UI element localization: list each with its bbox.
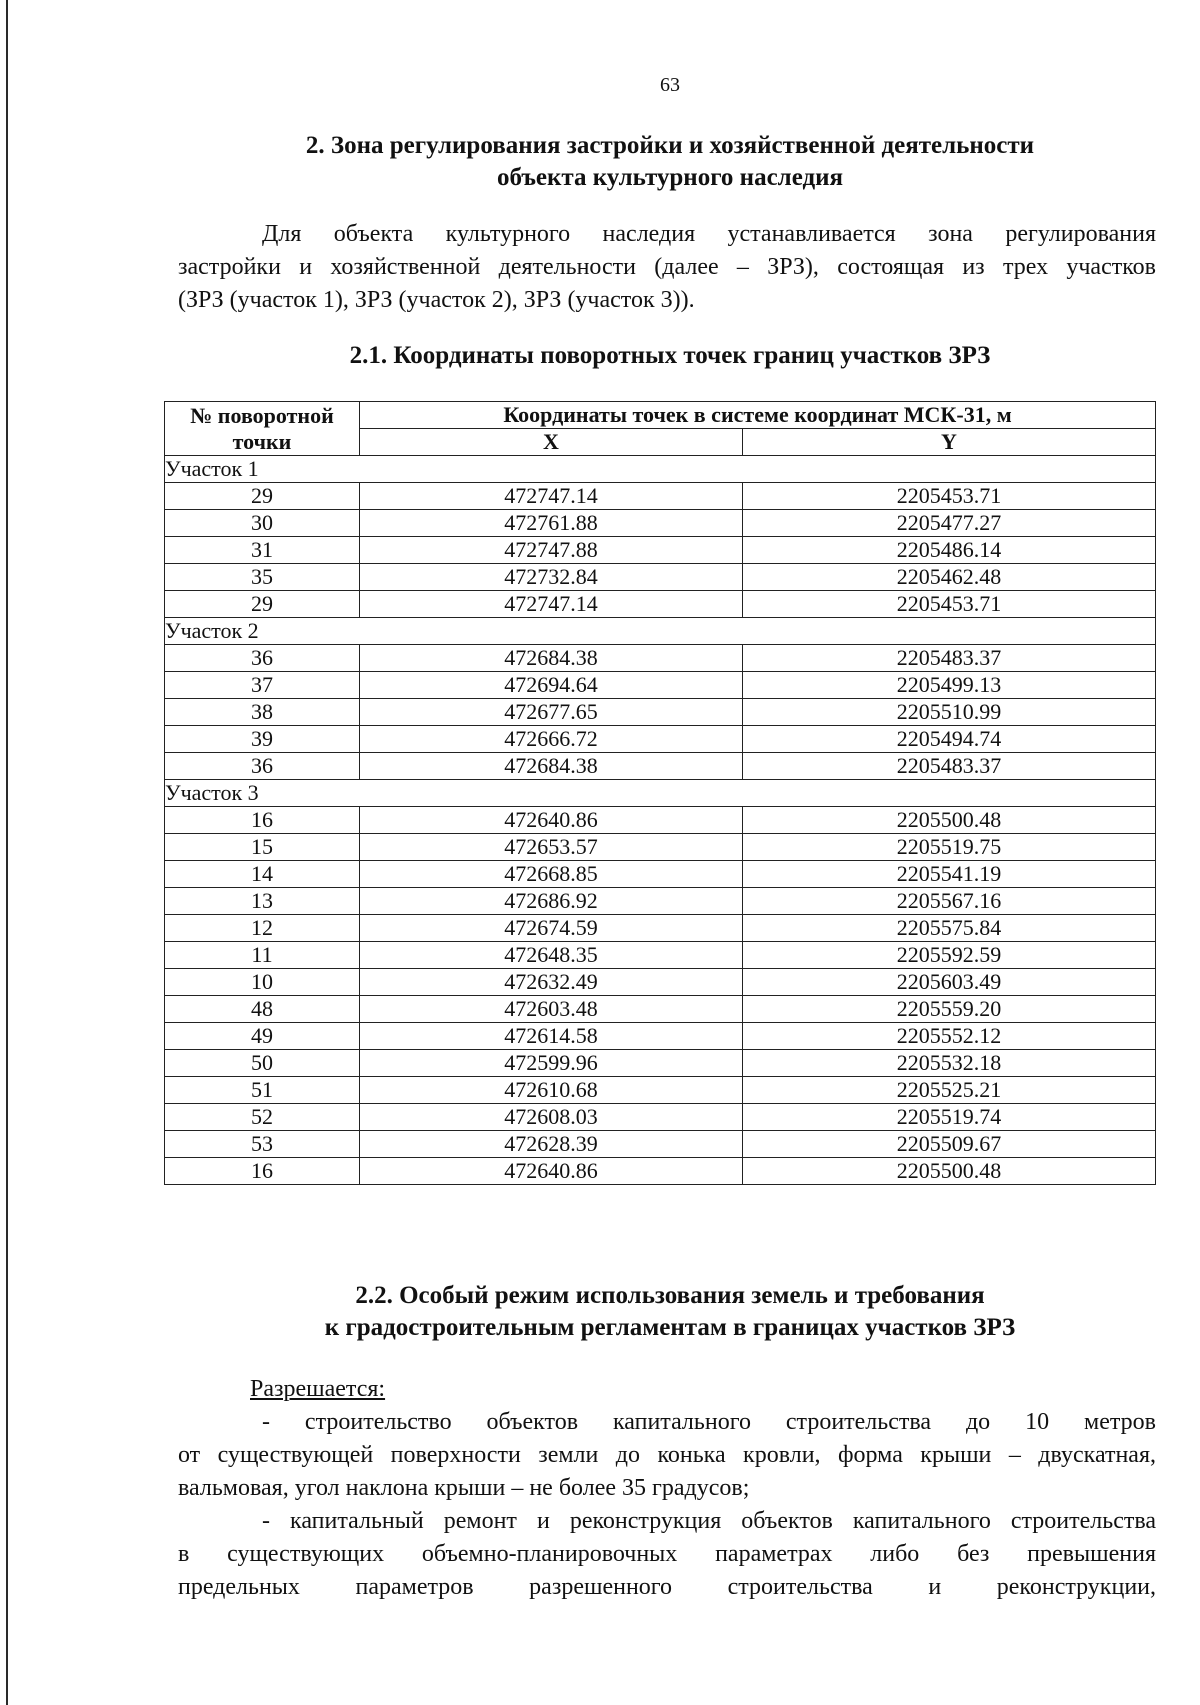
item1-line3: вальмовая, угол наклона крыши – не более 35 градусов; — [178, 1475, 750, 1501]
table-row — [165, 1131, 1156, 1158]
item1-line1: - строительство объектов капитального строительства до 10 метров — [262, 1409, 1156, 1435]
coordinates-table — [164, 401, 1156, 1185]
y-coordinate-cell: 2205453.71 — [743, 483, 1156, 510]
y-coordinate-cell: 2205567.16 — [743, 888, 1156, 915]
header-point-number-line2: точки — [232, 428, 292, 454]
point-number-cell: 29 — [165, 591, 360, 618]
y-coordinate-cell: 2205453.71 — [743, 591, 1156, 618]
intro-line3: (ЗРЗ (участок 1), ЗРЗ (участок 2), ЗРЗ (участок 3)). — [178, 287, 695, 313]
item2-line1: - капитальный ремонт и реконструкция объектов капитального строительства — [262, 1508, 1156, 1534]
table-row — [165, 537, 1156, 564]
x-coordinate-cell: 472666.72 — [360, 726, 743, 753]
page-number: 63 — [660, 74, 680, 96]
section-row — [165, 456, 1156, 483]
x-coordinate-cell: 472640.86 — [360, 807, 743, 834]
point-number-cell: 53 — [165, 1131, 360, 1158]
y-coordinate-cell: 2205532.18 — [743, 1050, 1156, 1077]
section-title: Участок 1 — [165, 456, 1156, 483]
section-2-heading-line2: объекта культурного наследия — [496, 164, 844, 191]
point-number-cell: 30 — [165, 510, 360, 537]
table-row — [165, 1104, 1156, 1131]
point-number-cell: 37 — [165, 672, 360, 699]
scan-edge-line — [6, 0, 8, 1705]
y-coordinate-cell: 2205525.21 — [743, 1077, 1156, 1104]
coordinates-table-body — [165, 456, 1156, 1185]
point-number-cell: 35 — [165, 564, 360, 591]
section-2-2-heading — [180, 1280, 1160, 1344]
y-coordinate-cell: 2205500.48 — [743, 1158, 1156, 1185]
y-coordinate-cell: 2205541.19 — [743, 861, 1156, 888]
x-coordinate-cell: 472686.92 — [360, 888, 743, 915]
y-coordinate-cell: 2205500.48 — [743, 807, 1156, 834]
y-coordinate-cell: 2205483.37 — [743, 645, 1156, 672]
y-coordinate-cell: 2205494.74 — [743, 726, 1156, 753]
point-number-cell: 39 — [165, 726, 360, 753]
x-coordinate-cell: 472684.38 — [360, 753, 743, 780]
x-coordinate-cell: 472610.68 — [360, 1077, 743, 1104]
point-number-cell: 51 — [165, 1077, 360, 1104]
x-coordinate-cell: 472640.86 — [360, 1158, 743, 1185]
point-number-cell: 49 — [165, 1023, 360, 1050]
x-coordinate-cell: 472747.14 — [360, 591, 743, 618]
table-row — [165, 483, 1156, 510]
point-number-cell: 11 — [165, 942, 360, 969]
table-row — [165, 834, 1156, 861]
intro-line2: застройки и хозяйственной деятельности (далее – ЗРЗ), состоящая из трех участков — [178, 254, 1156, 280]
y-coordinate-cell: 2205510.99 — [743, 699, 1156, 726]
x-coordinate-cell: 472747.88 — [360, 537, 743, 564]
header-point-number-line1: № поворотной — [190, 402, 334, 428]
table-row — [165, 591, 1156, 618]
table-row — [165, 996, 1156, 1023]
table-row — [165, 1023, 1156, 1050]
y-coordinate-cell: 2205519.75 — [743, 834, 1156, 861]
table-row — [165, 942, 1156, 969]
item2-line2: в существующих объемно-планировочных параметрах либо без превышения — [178, 1541, 1156, 1567]
x-coordinate-cell: 472653.57 — [360, 834, 743, 861]
allowed-label: Разрешается: — [250, 1376, 386, 1402]
x-coordinate-cell: 472677.65 — [360, 699, 743, 726]
y-coordinate-cell: 2205477.27 — [743, 510, 1156, 537]
table-row — [165, 1077, 1156, 1104]
section-title: Участок 3 — [165, 780, 1156, 807]
table-row — [165, 969, 1156, 996]
intro-paragraph — [178, 218, 1156, 317]
y-coordinate-cell: 2205575.84 — [743, 915, 1156, 942]
table-row — [165, 807, 1156, 834]
point-number-cell: 10 — [165, 969, 360, 996]
section-row — [165, 618, 1156, 645]
header-y: Y — [743, 429, 1156, 456]
x-coordinate-cell: 472732.84 — [360, 564, 743, 591]
y-coordinate-cell: 2205483.37 — [743, 753, 1156, 780]
x-coordinate-cell: 472603.48 — [360, 996, 743, 1023]
allowed-item-1 — [178, 1406, 1156, 1505]
allowed-item-2 — [178, 1505, 1156, 1604]
x-coordinate-cell: 472599.96 — [360, 1050, 743, 1077]
point-number-cell: 15 — [165, 834, 360, 861]
x-coordinate-cell: 472628.39 — [360, 1131, 743, 1158]
point-number-cell: 38 — [165, 699, 360, 726]
section-row — [165, 780, 1156, 807]
point-number-cell: 48 — [165, 996, 360, 1023]
table-row — [165, 1158, 1156, 1185]
point-number-cell: 52 — [165, 1104, 360, 1131]
table-row — [165, 1050, 1156, 1077]
point-number-cell: 36 — [165, 753, 360, 780]
y-coordinate-cell: 2205559.20 — [743, 996, 1156, 1023]
point-number-cell: 16 — [165, 1158, 360, 1185]
item2-line3: предельных параметров разрешенного строительства и реконструкции, — [178, 1574, 1156, 1600]
table-row — [165, 753, 1156, 780]
section-2-heading — [180, 130, 1160, 194]
header-point-number — [165, 402, 360, 456]
y-coordinate-cell: 2205462.48 — [743, 564, 1156, 591]
section-2-heading-line1: 2. Зона регулирования застройки и хозяйственной деятельности — [305, 132, 1035, 159]
point-number-cell: 14 — [165, 861, 360, 888]
section-2-2-heading-line1: 2.2. Особый режим использования земель и требования — [355, 1282, 985, 1309]
table-row — [165, 672, 1156, 699]
header-x: X — [360, 429, 743, 456]
point-number-cell: 36 — [165, 645, 360, 672]
y-coordinate-cell: 2205519.74 — [743, 1104, 1156, 1131]
section-title: Участок 2 — [165, 618, 1156, 645]
table-row — [165, 699, 1156, 726]
table-row — [165, 861, 1156, 888]
y-coordinate-cell: 2205499.13 — [743, 672, 1156, 699]
x-coordinate-cell: 472674.59 — [360, 915, 743, 942]
point-number-cell: 50 — [165, 1050, 360, 1077]
table-row — [165, 564, 1156, 591]
point-number-cell: 12 — [165, 915, 360, 942]
table-row — [165, 888, 1156, 915]
point-number-cell: 16 — [165, 807, 360, 834]
table-row — [165, 510, 1156, 537]
table-row — [165, 915, 1156, 942]
x-coordinate-cell: 472608.03 — [360, 1104, 743, 1131]
y-coordinate-cell: 2205603.49 — [743, 969, 1156, 996]
x-coordinate-cell: 472668.85 — [360, 861, 743, 888]
x-coordinate-cell: 472747.14 — [360, 483, 743, 510]
y-coordinate-cell: 2205552.12 — [743, 1023, 1156, 1050]
x-coordinate-cell: 472632.49 — [360, 969, 743, 996]
x-coordinate-cell: 472648.35 — [360, 942, 743, 969]
x-coordinate-cell: 472684.38 — [360, 645, 743, 672]
x-coordinate-cell: 472614.58 — [360, 1023, 743, 1050]
header-coordinates: Координаты точек в системе координат МСК-31, м — [360, 402, 1156, 429]
table-row — [165, 726, 1156, 753]
intro-line1: Для объекта культурного наследия устанавливается зона регулирования — [262, 221, 1156, 247]
y-coordinate-cell: 2205486.14 — [743, 537, 1156, 564]
point-number-cell: 29 — [165, 483, 360, 510]
y-coordinate-cell: 2205509.67 — [743, 1131, 1156, 1158]
section-2-1-heading: 2.1. Координаты поворотных точек границ участков ЗРЗ — [349, 342, 991, 369]
x-coordinate-cell: 472694.64 — [360, 672, 743, 699]
table-row — [165, 645, 1156, 672]
item1-line2: от существующей поверхности земли до конька кровли, форма крыши – двускатная, — [178, 1442, 1156, 1468]
y-coordinate-cell: 2205592.59 — [743, 942, 1156, 969]
point-number-cell: 31 — [165, 537, 360, 564]
section-2-2-heading-line2: к градостроительным регламентам в границах участков ЗРЗ — [324, 1314, 1016, 1341]
x-coordinate-cell: 472761.88 — [360, 510, 743, 537]
point-number-cell: 13 — [165, 888, 360, 915]
